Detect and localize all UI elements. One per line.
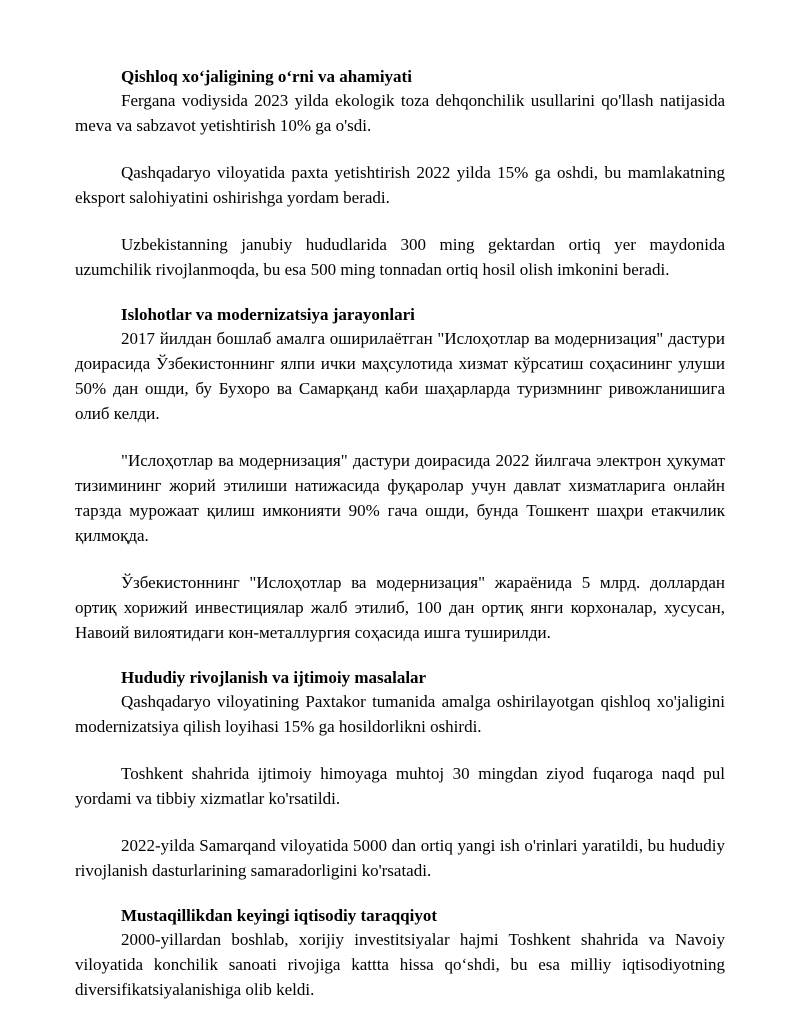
- paragraph: Qashqadaryo viloyatida paxta yetishtirish 2022 yilda 15% ga oshdi, bu mamlakatning eksport salohiyatini oshirishga yordam beradi.: [75, 163, 725, 207]
- paragraph: 2022-yilda Samarqand viloyatida 5000 dan ortiq yangi ish o'rinlari yaratildi, bu hududiy rivojlanish dasturlarining samaradorligini ko'rsatadi.: [75, 836, 725, 880]
- paragraph: 2017 йилдан бошлаб амалга оширилаётган "Ислоҳотлар ва модернизация" дастури доирасида Ўзбекистоннинг ялпи ички маҳсулотида хизмат кўрсатиш соҳасининг улуши 50% дан ошди, бу Бухоро ва Самарқанд каби шаҳарларда туризмнинг ривожланишига олиб келди.: [75, 329, 725, 423]
- section-heading: Islohotlar va modernizatsiya jarayonlari: [121, 305, 415, 324]
- section-reforms: [75, 304, 725, 645]
- section-regional: [75, 667, 725, 883]
- section-agriculture: [75, 66, 725, 282]
- paragraph: Toshkent shahrida ijtimoiy himoyaga muhtoj 30 mingdan ziyod fuqaroga naqd pul yordami va tibbiy xizmatlar ko'rsatildi.: [75, 764, 725, 808]
- paragraph: Qashqadaryo viloyatining Paxtakor tumanida amalga oshirilayotgan qishloq xo'jaligini modernizatsiya qilish loyihasi 15% ga hosildorlikni oshirdi.: [75, 692, 725, 736]
- paragraph: 2000-yillardan boshlab, xorijiy investitsiyalar hajmi Toshkent shahrida va Navoiy viloyatida konchilik sanoati rivojiga kattta hissa qo‘shdi, bu esa milliy iqtisodiyotning diversifikatsiyalanishiga olib keldi.: [75, 930, 725, 999]
- paragraph: Ўзбекистоннинг "Ислоҳотлар ва модернизация" жараёнида 5 млрд. доллардан ортиқ хорижий инвестициялар жалб этилиб, 100 дан ортиқ янги корхоналар, хусусан, Навоий вилоятидаги кон-металлургия соҳасида ишга туширилди.: [75, 573, 725, 642]
- section-economy: [75, 905, 725, 1002]
- paragraph: Fergana vodiysida 2023 yilda ekologik toza dehqonchilik usullarini qo'llash natijasida meva va sabzavot yetishtirish 10% ga o'sdi.: [75, 91, 725, 135]
- document-page: [75, 66, 725, 1002]
- paragraph: Uzbekistanning janubiy hududlarida 300 ming gektardan ortiq yer maydonida uzumchilik rivojlanmoqda, bu esa 500 ming tonnadan ortiq hosil olish imkonini beradi.: [75, 235, 725, 279]
- section-heading: Mustaqillikdan keyingi iqtisodiy taraqqiyot: [121, 906, 437, 925]
- section-heading: Hududiy rivojlanish va ijtimoiy masalalar: [121, 668, 427, 687]
- section-heading: Qishloq xo‘jaligining o‘rni va ahamiyati: [121, 67, 412, 86]
- paragraph: "Ислоҳотлар ва модернизация" дастури доирасида 2022 йилгача электрон ҳукумат тизимининг жорий этилиши натижасида фуқаролар учун давлат хизматларига онлайн тарзда мурожаат қилиш имконияти 90% гача ошди, бунда Тошкент шаҳри етакчилик қилмоқда.: [75, 451, 725, 545]
